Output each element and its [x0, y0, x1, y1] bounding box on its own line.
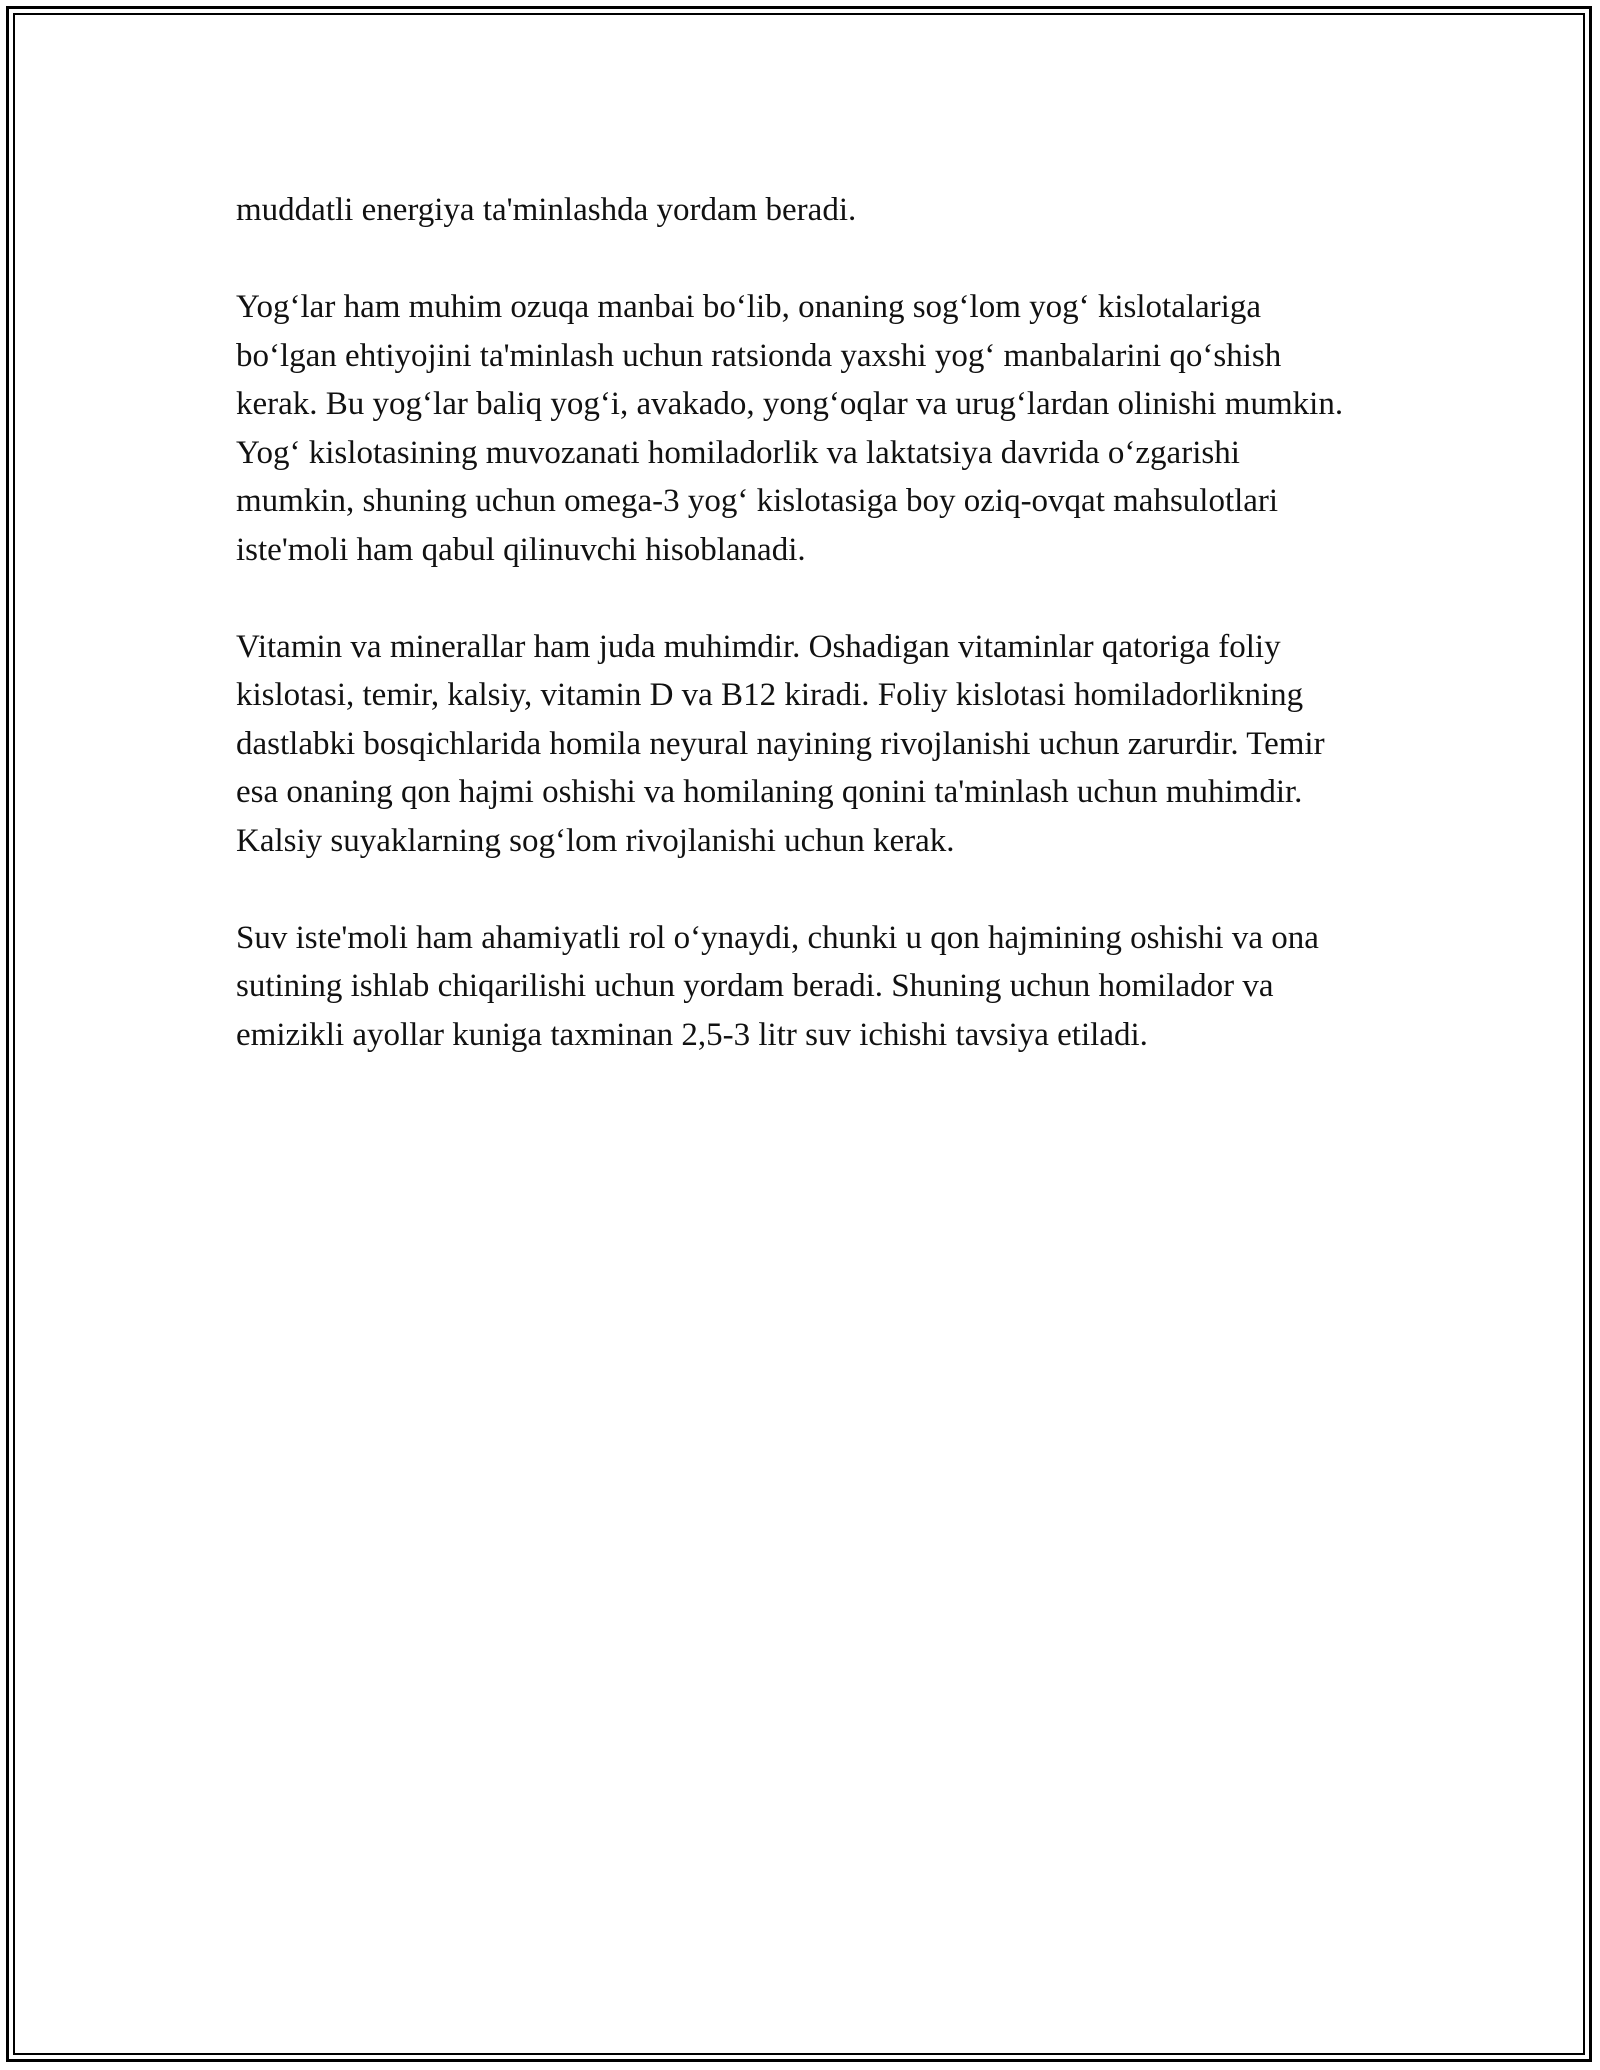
document-body	[236, 186, 1366, 1108]
paragraph: Yog‘lar ham muhim ozuqa manbai bo‘lib, onaning sog‘lom yog‘ kislotalariga bo‘lgan ehtiyojini ta'minlash uchun ratsionda yaxshi yog‘ manbalarini qo‘shish kerak. Bu yog‘lar baliq yog‘i, avakado, yong‘oqlar va urug‘lardan olinishi mumkin. Yog‘ kislotasining muvozanati homiladorlik va laktatsiya davrida o‘zgarishi mumkin, shuning uchun omega-3 yog‘ kislotasiga boy oziq-ovqat mahsulotlari iste'moli ham qabul qilinuvchi hisoblanadi.	[236, 289, 1344, 568]
paragraph: muddatli energiya ta'minlashda yordam beradi.	[236, 192, 857, 228]
paragraph: Vitamin va minerallar ham juda muhimdir. Oshadigan vitaminlar qatoriga foliy kislotasi, temir, kalsiy, vitamin D va B12 kiradi. Foliy kislotasi homiladorlikning dastlabki bosqichlarida homila neyural nayining rivojlanishi uchun zarurdir. Temir esa onaning qon hajmi oshishi va homilaning qonini ta'minlash uchun muhimdir. Kalsiy suyaklarning sog‘lom rivojlanishi uchun kerak.	[236, 628, 1325, 859]
paragraph: Suv iste'moli ham ahamiyatli rol o‘ynaydi, chunki u qon hajmining oshishi va ona sutining ishlab chiqarilishi uchun yordam beradi. Shuning uchun homilador va emizikli ayollar kuniga taxminan 2,5-3 litr suv ichishi tavsiya etiladi.	[236, 919, 1319, 1053]
